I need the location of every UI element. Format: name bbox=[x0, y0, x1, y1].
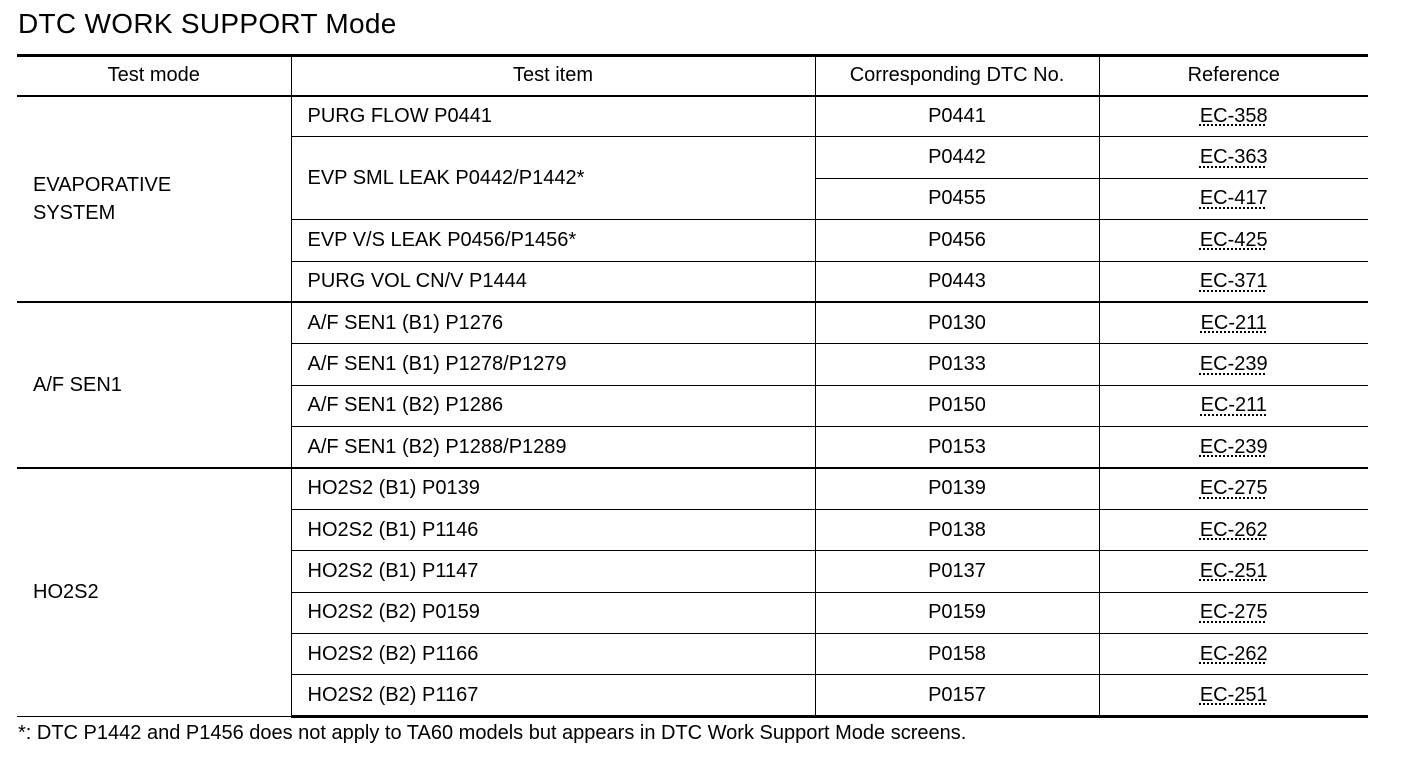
footnote: *: DTC P1442 and P1456 does not apply to TA60 models but appears in DTC Work Support Mode screens. bbox=[18, 722, 967, 744]
dtc-number-cell: P0158 bbox=[815, 634, 1099, 675]
test-item-cell: PURG VOL CN/V P1444 bbox=[291, 261, 815, 302]
test-item-cell: A/F SEN1 (B2) P1288/P1289 bbox=[291, 427, 815, 468]
test-item-cell: A/F SEN1 (B1) P1278/P1279 bbox=[291, 344, 815, 385]
reference-cell bbox=[1099, 220, 1368, 261]
reference-link[interactable]: EC-275 bbox=[1199, 477, 1268, 500]
reference-cell bbox=[1099, 468, 1368, 509]
test-item-cell: HO2S2 (B1) P1146 bbox=[291, 509, 815, 550]
dtc-number-cell: P0159 bbox=[815, 592, 1099, 633]
header-test-mode: Test mode bbox=[17, 56, 291, 96]
reference-link[interactable]: EC-211 bbox=[1200, 394, 1267, 417]
reference-link[interactable]: EC-275 bbox=[1199, 601, 1268, 624]
reference-cell bbox=[1099, 96, 1368, 137]
dtc-number-cell: P0130 bbox=[815, 302, 1099, 343]
page-title: DTC WORK SUPPORT Mode bbox=[18, 8, 397, 39]
test-item-cell: A/F SEN1 (B2) P1286 bbox=[291, 385, 815, 426]
test-item-cell: HO2S2 (B2) P1166 bbox=[291, 634, 815, 675]
test-item-cell: HO2S2 (B2) P0159 bbox=[291, 592, 815, 633]
test-mode-cell: EVAPORATIVE SYSTEM bbox=[17, 96, 291, 303]
test-item-cell: EVP SML LEAK P0442/P1442* bbox=[291, 137, 815, 220]
test-item-cell: HO2S2 (B2) P1167 bbox=[291, 675, 815, 716]
table-row bbox=[17, 302, 1368, 343]
reference-cell bbox=[1099, 551, 1368, 592]
dtc-work-support-table bbox=[17, 54, 1368, 718]
table-row bbox=[17, 468, 1368, 509]
reference-link[interactable]: EC-262 bbox=[1199, 518, 1268, 541]
dtc-number-cell: P0441 bbox=[815, 96, 1099, 137]
reference-cell bbox=[1099, 634, 1368, 675]
reference-link[interactable]: EC-262 bbox=[1199, 642, 1268, 665]
dtc-number-cell: P0133 bbox=[815, 344, 1099, 385]
reference-cell bbox=[1099, 137, 1368, 178]
table-header-row bbox=[17, 56, 1368, 96]
table-body bbox=[17, 96, 1368, 717]
test-item-cell: HO2S2 (B1) P0139 bbox=[291, 468, 815, 509]
test-mode-cell: A/F SEN1 bbox=[17, 302, 291, 468]
dtc-number-cell: P0138 bbox=[815, 509, 1099, 550]
header-dtc-no: Corresponding DTC No. bbox=[815, 56, 1099, 96]
dtc-number-cell: P0153 bbox=[815, 427, 1099, 468]
test-mode-cell: HO2S2 bbox=[17, 468, 291, 716]
reference-cell bbox=[1099, 261, 1368, 302]
test-item-cell: HO2S2 (B1) P1147 bbox=[291, 551, 815, 592]
test-item-cell: EVP V/S LEAK P0456/P1456* bbox=[291, 220, 815, 261]
reference-cell bbox=[1099, 427, 1368, 468]
reference-cell bbox=[1099, 592, 1368, 633]
reference-link[interactable]: EC-251 bbox=[1199, 683, 1268, 706]
dtc-number-cell: P0150 bbox=[815, 385, 1099, 426]
test-item-cell: PURG FLOW P0441 bbox=[291, 96, 815, 137]
reference-link[interactable]: EC-239 bbox=[1199, 353, 1268, 376]
reference-link[interactable]: EC-371 bbox=[1199, 270, 1268, 292]
reference-link[interactable]: EC-358 bbox=[1199, 104, 1268, 127]
reference-cell bbox=[1099, 344, 1368, 385]
reference-cell bbox=[1099, 178, 1368, 219]
reference-link[interactable]: EC-425 bbox=[1199, 228, 1268, 251]
reference-link[interactable]: EC-211 bbox=[1200, 311, 1267, 334]
reference-link[interactable]: EC-239 bbox=[1199, 435, 1268, 458]
dtc-number-cell: P0455 bbox=[815, 178, 1099, 219]
dtc-number-cell: P0442 bbox=[815, 137, 1099, 178]
dtc-number-cell: P0456 bbox=[815, 220, 1099, 261]
table-row bbox=[17, 96, 1368, 137]
reference-cell bbox=[1099, 509, 1368, 550]
reference-cell bbox=[1099, 302, 1368, 343]
reference-link[interactable]: EC-417 bbox=[1199, 187, 1268, 210]
test-item-cell: A/F SEN1 (B1) P1276 bbox=[291, 302, 815, 343]
dtc-number-cell: P0443 bbox=[815, 261, 1099, 302]
reference-cell bbox=[1099, 385, 1368, 426]
header-reference: Reference bbox=[1099, 56, 1368, 96]
header-test-item: Test item bbox=[291, 56, 815, 96]
reference-link[interactable]: EC-363 bbox=[1199, 146, 1268, 169]
dtc-number-cell: P0157 bbox=[815, 675, 1099, 716]
reference-cell bbox=[1099, 675, 1368, 716]
reference-link[interactable]: EC-251 bbox=[1199, 559, 1268, 582]
dtc-number-cell: P0137 bbox=[815, 551, 1099, 592]
dtc-number-cell: P0139 bbox=[815, 468, 1099, 509]
